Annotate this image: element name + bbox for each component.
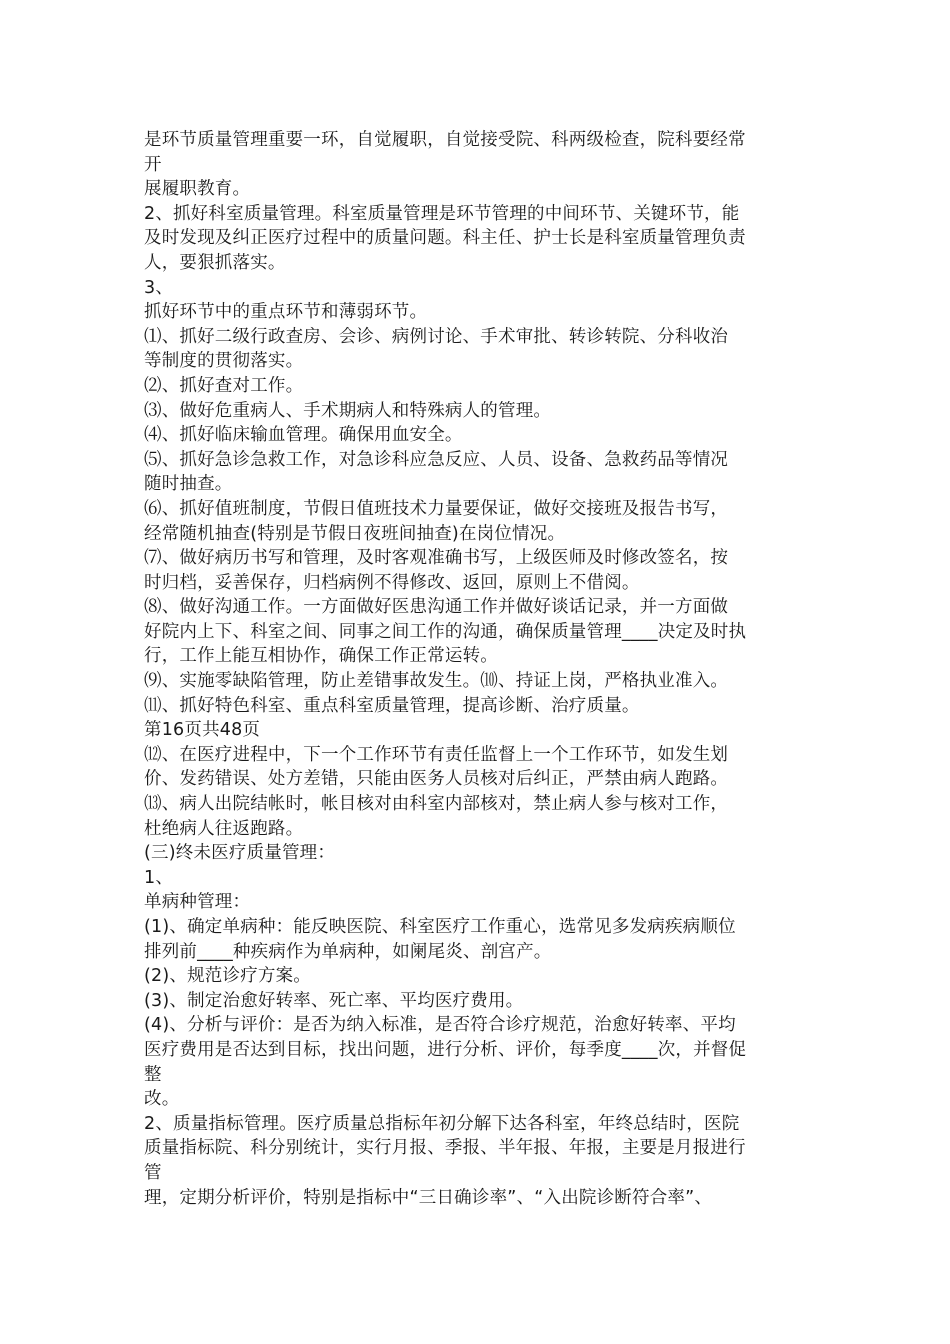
text-line: 及时发现及纠正医疗过程中的质量问题。科主任、护士长是科室质量管理负责 <box>144 228 746 249</box>
document-body <box>144 128 824 1210</box>
text-line: (4)、分析与评价：是否为纳入标准，是否符合诊疗规范，治愈好转率、平均 <box>144 1015 736 1036</box>
text-line: 价、发药错误、处方差错，只能由医务人员核对后纠正，严禁由病人跑路。 <box>144 769 729 790</box>
text-line: 3、 <box>144 277 174 298</box>
text-line: 2、质量指标管理。医疗质量总指标年初分解下达各科室，年终总结时，医院 <box>144 1113 740 1134</box>
text-line: 排列前____种疾病作为单病种，如阑尾炎、剖宫产。 <box>144 941 552 962</box>
text-line: ⑶、做好危重病人、手术期病人和特殊病人的管理。 <box>144 400 552 421</box>
text-line: 随时抽查。 <box>144 474 233 495</box>
text-line: ⑹、抓好值班制度，节假日值班技术力量要保证，做好交接班及报告书写， <box>144 498 729 519</box>
text-line: 是环节质量管理重要一环，自觉履职，自觉接受院、科两级检查，院科要经常 <box>144 130 746 150</box>
text-line: 改。 <box>144 1089 180 1110</box>
text-line: (3)、制定治愈好转率、死亡率、平均医疗费用。 <box>144 990 524 1011</box>
text-line: (2)、规范诊疗方案。 <box>144 966 311 987</box>
text-line: 2、抓好科室质量管理。科室质量管理是环节管理的中间环节、关键环节，能 <box>144 203 740 224</box>
text-line: 杜绝病人往返跑路。 <box>144 818 304 839</box>
text-line: ⑺、做好病历书写和管理，及时客观准确书写，上级医师及时修改签名，按 <box>144 548 729 569</box>
text-line: ⑻、做好沟通工作。一方面做好医患沟通工作并做好谈话记录，并一方面做 <box>144 597 729 618</box>
text-line: ⑸、抓好急诊急救工作，对急诊科应急反应、人员、设备、急救药品等情况 <box>144 449 729 470</box>
text-line: 好院内上下、科室之间、同事之间工作的沟通，确保质量管理____决定及时执 <box>144 621 747 642</box>
text-line: ⑵、抓好查对工作。 <box>144 375 304 396</box>
text-line: ⑼、实施零缺陷管理，防止差错事故发生。⑽、持证上岗，严格执业准入。 <box>144 671 729 692</box>
text-line: 质量指标院、科分别统计，实行月报、季报、半年报、年报，主要是月报进行 <box>144 1138 746 1159</box>
text-line: 经常随机抽查(特别是节假日夜班间抽查)在岗位情况。 <box>144 523 566 544</box>
text-line: 管 <box>144 1162 162 1183</box>
text-line: 等制度的贯彻落实。 <box>144 351 304 372</box>
text-line: 理，定期分析评价，特别是指标中“三日确诊率”、“入出院诊断符合率”、 <box>144 1187 713 1208</box>
text-line: ⒀、病人出院结帐时，帐目核对由科室内部核对，禁止病人参与核对工作， <box>144 794 729 815</box>
text-line: 展履职教育。 <box>144 179 251 200</box>
text-line: ⑷、抓好临床输血管理。确保用血安全。 <box>144 425 463 446</box>
page-number: 第16页共48页 <box>144 720 261 741</box>
text-line: 1、 <box>144 867 174 888</box>
text-line: (1)、确定单病种：能反映医院、科室医疗工作重心，选常见多发病疾病顺位 <box>144 917 736 937</box>
text-line: ⑴、抓好二级行政查房、会诊、病例讨论、手术审批、转诊转院、分科收治 <box>144 326 729 347</box>
text-line: ⑾、抓好特色科室、重点科室质量管理，提高诊断、治疗质量。 <box>144 695 640 716</box>
text-line: 医疗费用是否达到目标，找出问题，进行分析、评价，每季度____次，并督促 <box>144 1039 747 1060</box>
text-line: 时归档，妥善保存，归档病例不得修改、返回，原则上不借阅。 <box>144 572 640 593</box>
section-heading: (三)终未医疗质量管理： <box>144 843 336 864</box>
text-line: 抓好环节中的重点环节和薄弱环节。 <box>144 302 428 323</box>
text-line: 人，要狠抓落实。 <box>144 252 286 273</box>
text-line: 单病种管理： <box>144 892 251 913</box>
text-line: 整 <box>144 1064 162 1085</box>
text-line: ⑿、在医疗进程中，下一个工作环节有责任监督上一个工作环节，如发生划 <box>144 744 729 765</box>
text-line: 开 <box>144 154 162 175</box>
text-line: 行，工作上能互相协作，确保工作正常运转。 <box>144 646 498 667</box>
